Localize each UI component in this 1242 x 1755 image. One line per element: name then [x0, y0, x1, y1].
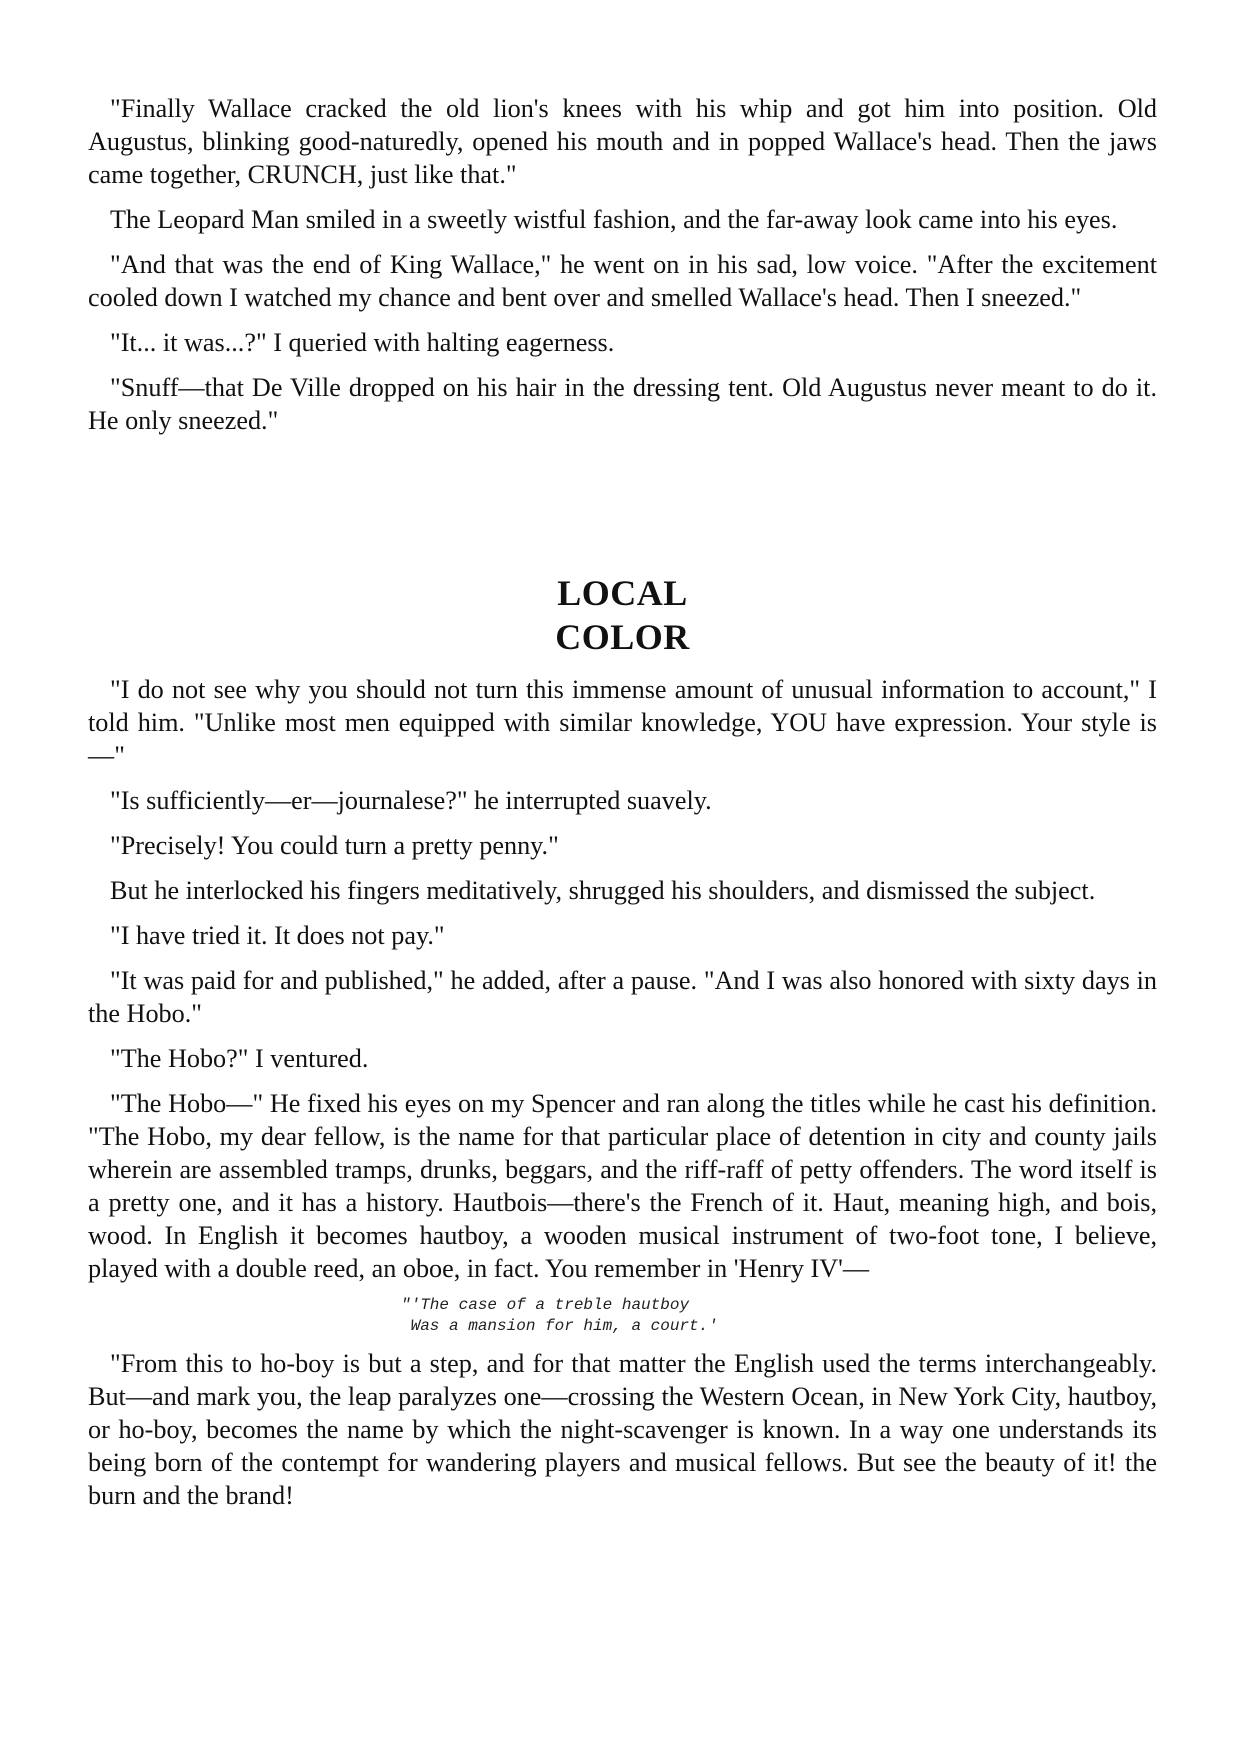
paragraph: "And that was the end of King Wallace," he went on in his sad, low voice. "After the excitement cooled down I watched my chance and bent over and smelled Wallace's head. Then I sneezed."	[88, 250, 1157, 312]
verse-line: Was a mansion for him, a court.'	[401, 1317, 718, 1335]
paragraph: "It was paid for and published," he added, after a pause. "And I was also honored with sixty days in the Hobo."	[88, 966, 1157, 1028]
document-page	[88, 92, 1157, 1524]
paragraph: "I have tried it. It does not pay."	[110, 921, 445, 950]
paragraph: But he interlocked his fingers meditatively, shrugged his shoulders, and dismissed the subject.	[110, 876, 1096, 905]
paragraph: "I do not see why you should not turn this immense amount of unusual information to account," I told him. "Unlike most men equipped with similar knowledge, YOU have expression. Your style is—"	[88, 675, 1157, 770]
paragraph: "Is sufficiently—er—journalese?" he interrupted suavely.	[110, 786, 712, 815]
paragraph: "Finally Wallace cracked the old lion's knees with his whip and got him into position. Old Augustus, blinking good-naturedly, opened his mouth and in popped Wallace's head. Then the jaws came together, CRUNCH, just like that."	[88, 94, 1157, 189]
paragraph: "Precisely! You could turn a pretty penny."	[110, 831, 559, 860]
paragraph: "From this to ho-boy is but a step, and for that matter the English used the terms interchangeably. But—and mark you, the leap paralyzes one—crossing the Western Ocean, in New York City, hautboy, or ho-boy, becomes the name by which the night-scavenger is known. In a way one understands its being born of the contempt for wandering players and musical fellows. But see the beauty of it! the burn and the brand!	[88, 1349, 1157, 1510]
verse-quote	[88, 1295, 1157, 1337]
paragraph: "It... it was...?" I queried with halting eagerness.	[110, 328, 615, 357]
verse-line: "'The case of a treble hautboy	[401, 1296, 690, 1314]
chapter-title-line: LOCAL	[557, 573, 688, 613]
chapter-title-line: COLOR	[555, 617, 690, 657]
paragraph: "Snuff—that De Ville dropped on his hair in the dressing tent. Old Augustus never meant to do it. He only sneezed."	[88, 373, 1157, 435]
paragraph: "The Hobo?" I ventured.	[110, 1044, 369, 1073]
paragraph: The Leopard Man smiled in a sweetly wistful fashion, and the far-away look came into his eyes.	[110, 205, 1118, 234]
section-spacer	[88, 449, 1157, 571]
chapter-title	[88, 571, 1157, 659]
paragraph: "The Hobo—" He fixed his eyes on my Spencer and ran along the titles while he cast his definition. "The Hobo, my dear fellow, is the name for that particular place of detention in city and county jails wherein are assembled tramps, drunks, beggars, and the riff-raff of petty offenders. The word itself is a pretty one, and it has a history. Hautbois—there's the French of it. Haut, meaning high, and bois, wood. In English it becomes hautboy, a wooden musical instrument of two-foot tone, I believe, played with a double reed, an oboe, in fact. You remember in 'Henry IV'—	[88, 1089, 1157, 1283]
